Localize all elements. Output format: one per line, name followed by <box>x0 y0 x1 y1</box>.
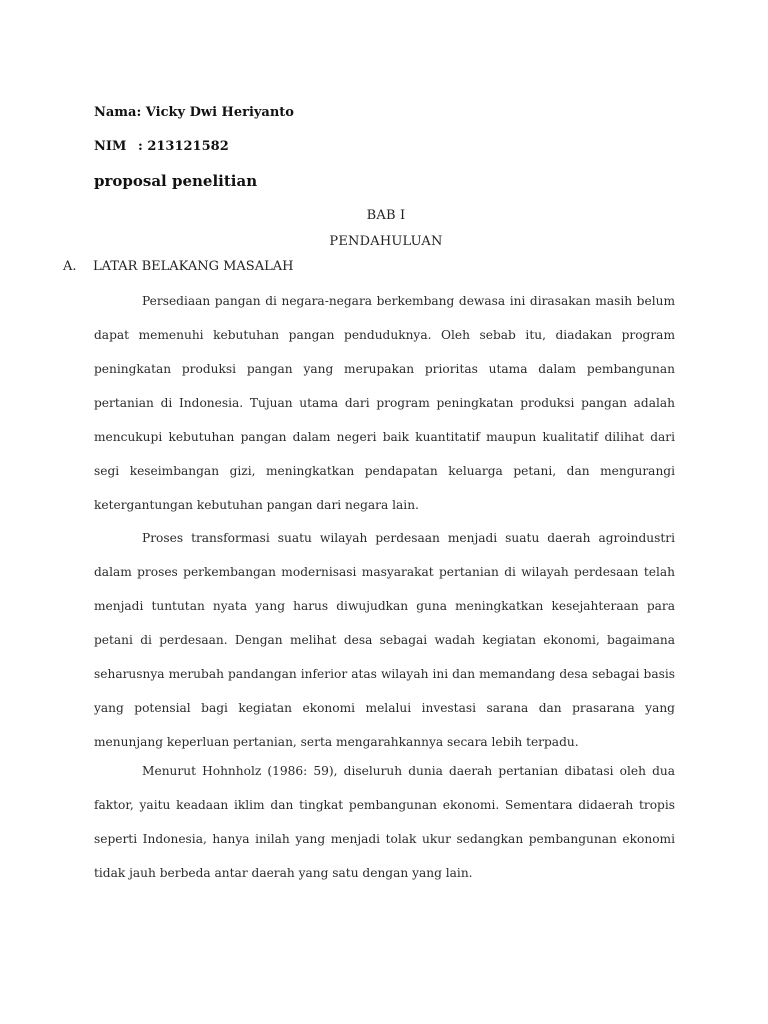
section-heading <box>63 259 293 274</box>
section-title: LATAR BELAKANG MASALAH <box>93 259 294 274</box>
student-id-line <box>94 139 229 154</box>
paragraph-3: Menurut Hohnholz (1986: 59), diseluruh dunia daerah pertanian dibatasi oleh dua faktor, yaitu keadaan iklim dan tingkat pembangunan ekonomi. Sementara didaerah tropis seperti Indonesia, hanya inilah yang menjadi tolak ukur sedangkan pembangunan ekonomi tidak jauh berbeda antar daerah yang satu dengan yang lain. <box>94 764 675 880</box>
chapter-number: BAB I <box>366 208 406 223</box>
chapter-title: PENDAHULUAN <box>329 234 443 249</box>
student-id-label: NIM <box>94 139 127 154</box>
author-name: Nama: Vicky Dwi Heriyanto <box>94 105 294 120</box>
paragraph-2: Proses transformasi suatu wilayah perdesaan menjadi suatu daerah agroindustri dalam proses perkembangan modernisasi masyarakat pertanian di wilayah perdesaan telah menjadi tuntutan nyata yang harus diwujudkan guna meningkatkan kesejahteraan para petani di perdesaan. Dengan melihat desa sebagai wadah kegiatan ekonomi, bagaimana seharusnya merubah pandangan inferior atas wilayah ini dan memandang desa sebagai basis yang potensial bagi kegiatan ekonomi melalui investasi sarana dan prasarana yang menunjang keperluan pertanian, serta mengarahkannya secara lebih terpadu. <box>94 531 675 749</box>
document-type: proposal penelitian <box>94 172 258 190</box>
paragraph-1: Persediaan pangan di negara-negara berkembang dewasa ini dirasakan masih belum dapat memenuhi kebutuhan pangan penduduknya. Oleh sebab itu, diadakan program peningkatan produksi pangan yang merupakan prioritas utama dalam pembangunan pertanian di Indonesia. Tujuan utama dari program peningkatan produksi pangan adalah mencukupi kebutuhan pangan dalam negeri baik kuantitatif maupun kualitatif dilihat dari segi keseimbangan gizi, meningkatkan pendapatan keluarga petani, dan mengurangi ketergantungan kebutuhan pangan dari negara lain. <box>94 294 675 512</box>
section-letter: A. <box>63 259 77 274</box>
student-id-value: : 213121582 <box>138 139 229 154</box>
